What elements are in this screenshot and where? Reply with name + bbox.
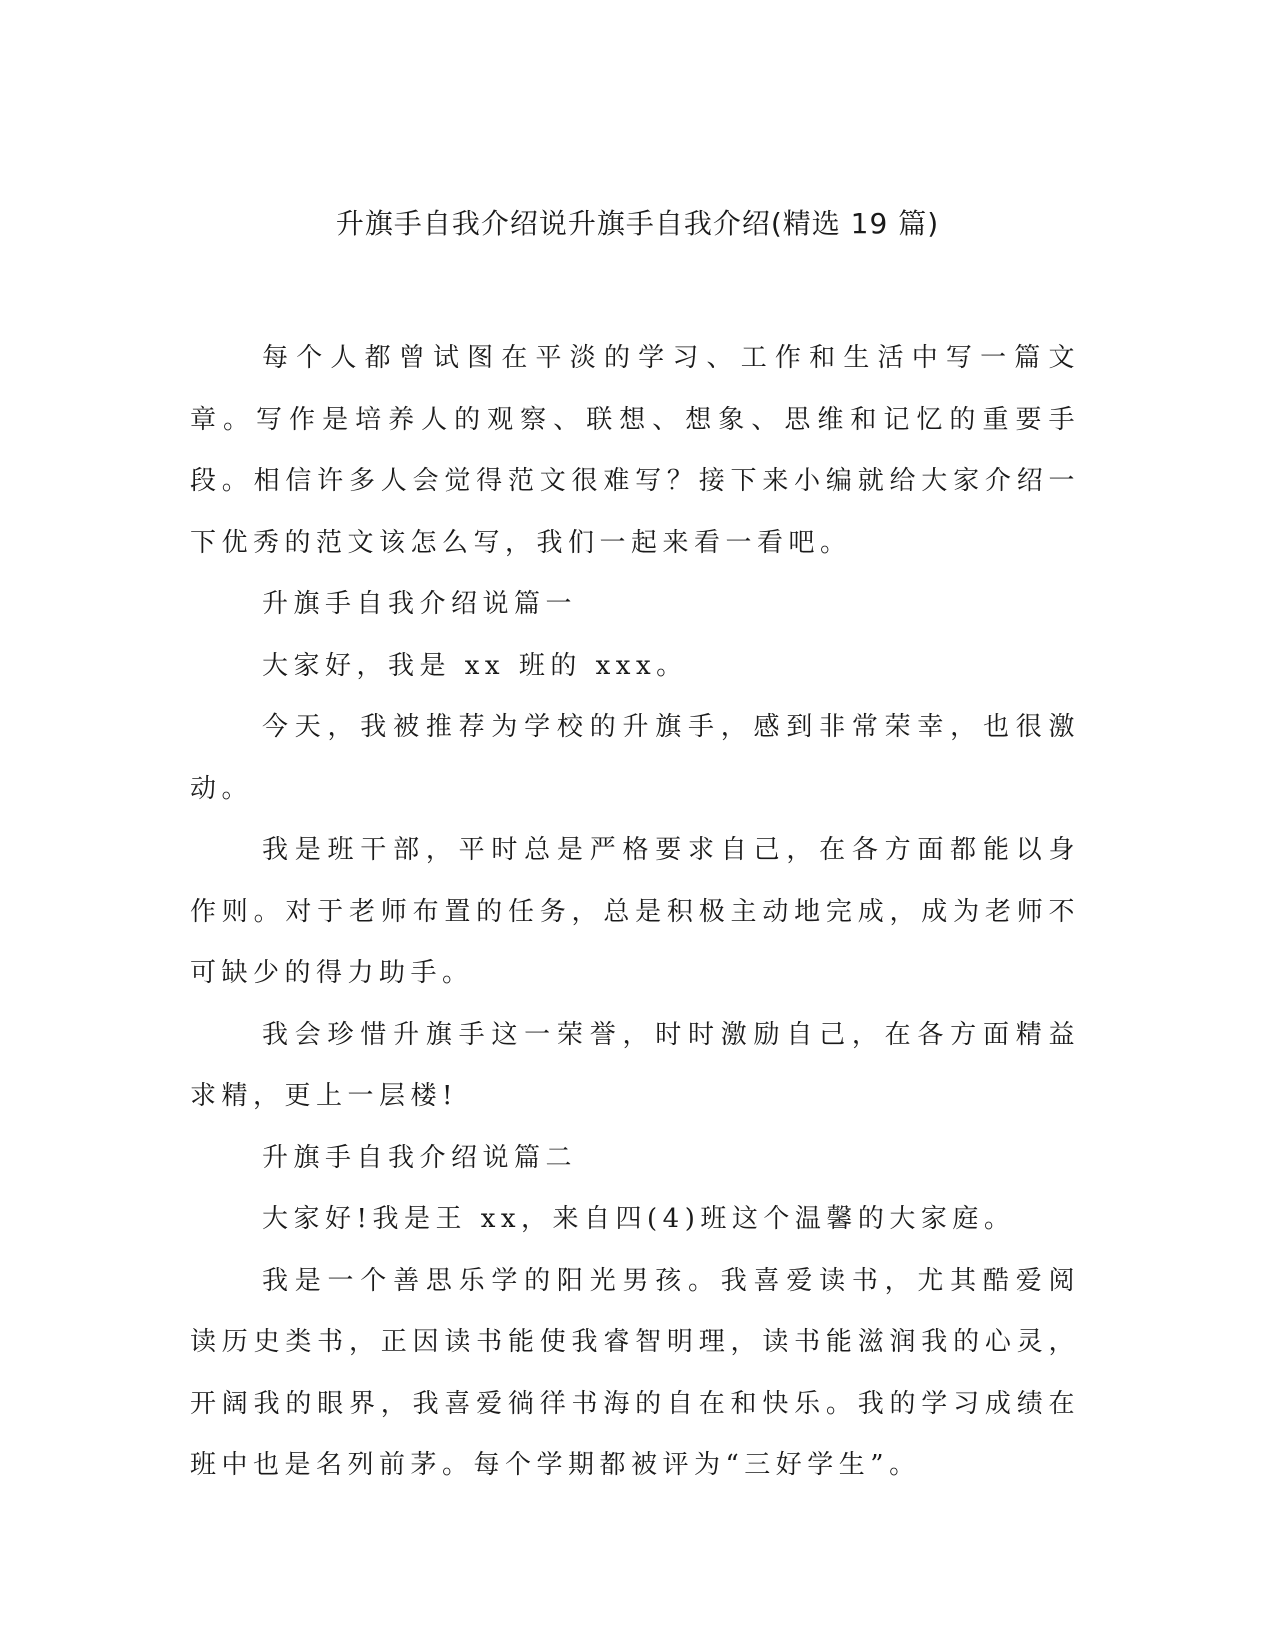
- document-title: 升旗手自我介绍说升旗手自我介绍(精选 19 篇): [335, 207, 940, 240]
- intro-paragraph: 每个人都曾试图在平淡的学习、工作和生活中写一篇文章。写作是培养人的观察、联想、想象、思维和记忆的重要手段。相信许多人会觉得范文很难写？接下来小编就给大家介绍一下优秀的范文该怎么写，我们一起来看一看吧。: [190, 343, 1080, 558]
- section-heading-2: 升旗手自我介绍说篇二: [262, 1142, 578, 1173]
- section-heading-1: 升旗手自我介绍说篇一: [262, 589, 578, 619]
- paragraph: 我是一个善思乐学的阳光男孩。我喜爱读书，尤其酷爱阅读历史类书，正因读书能使我睿智明理，读书能滋润我的心灵，开阔我的眼界，我喜爱徜徉书海的自在和快乐。我的学习成绩在班中也是名列前茅。每个学期都被评为“三好学生”。: [190, 1265, 1080, 1480]
- paragraph: 大家好!我是王 xx，来自四(4)班这个温馨的大家庭。: [262, 1204, 1016, 1234]
- paragraph: 大家好，我是 xx 班的 xxx。: [262, 650, 688, 681]
- paragraph: 我会珍惜升旗手这一荣誉，时时激励自己，在各方面精益求精，更上一层楼!: [190, 1019, 1080, 1111]
- paragraph: 今天，我被推荐为学校的升旗手，感到非常荣幸，也很激动。: [190, 712, 1080, 804]
- paragraph: 我是班干部，平时总是严格要求自己，在各方面都能以身作则。对于老师布置的任务，总是积极主动地完成，成为老师不可缺少的得力助手。: [190, 835, 1080, 988]
- document-body: [190, 328, 1080, 1497]
